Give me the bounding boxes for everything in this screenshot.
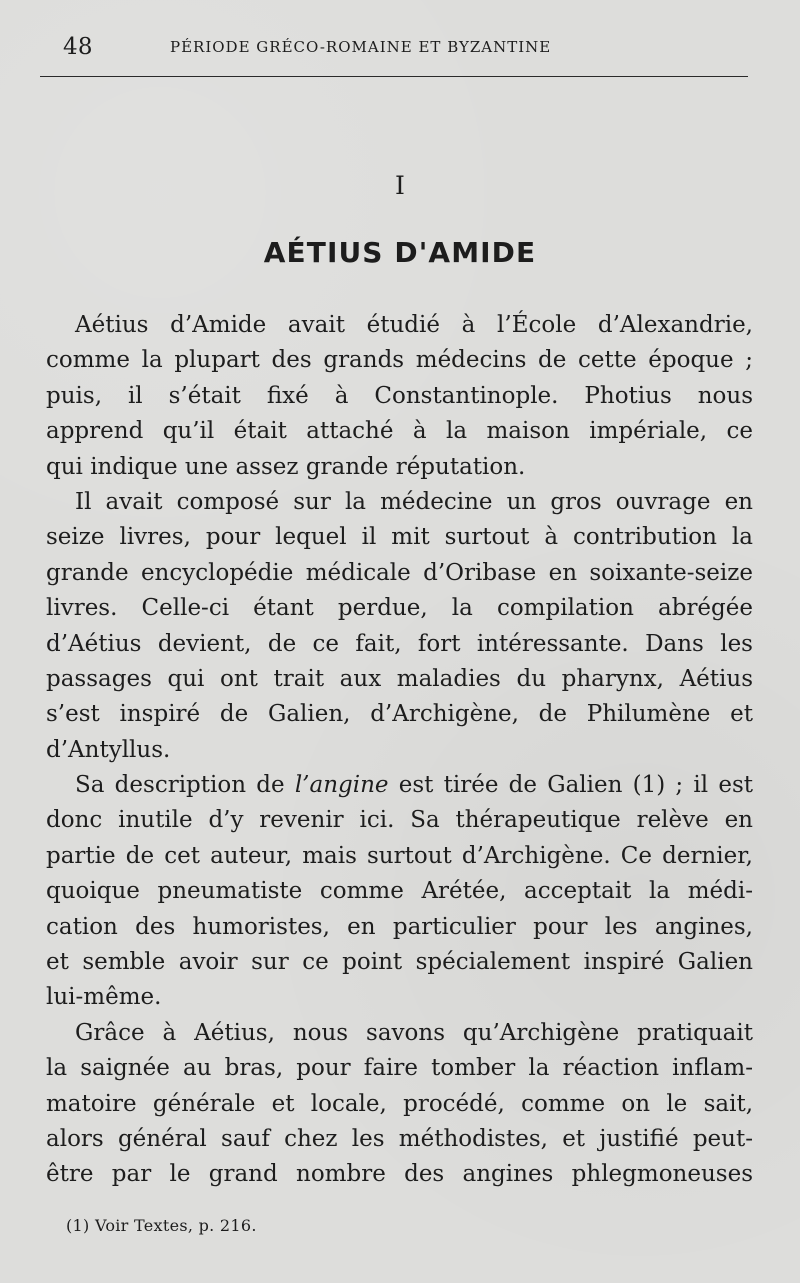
text-line: d’Antyllus. — [46, 736, 171, 763]
text-line: s’est inspiré de Galien, d’Archigène, de Philumène et — [46, 701, 753, 728]
text-line: grande encyclopédie médicale d’Oribase en soixante-seize — [46, 559, 753, 586]
text-line: passages qui ont trait aux maladies du pharynx, Aétius — [46, 665, 753, 692]
text-line: qui indique une assez grande réputation. — [46, 453, 526, 480]
text-fragment: Sa description de — [75, 772, 295, 799]
section-number: I — [395, 171, 405, 200]
text-fragment: est tirée de Galien (1) ; il est — [388, 772, 753, 799]
text-line: seize livres, pour lequel il mit surtout à contribution la — [46, 524, 753, 551]
running-head: PÉRIODE GRÉCO-ROMAINE ET BYZANTINE — [170, 38, 552, 56]
footnote: (1) Voir Textes, p. 216. — [66, 1216, 257, 1235]
text-line: donc inutile d’y revenir ici. Sa thérapeutique relève en — [46, 807, 753, 834]
text-line: Grâce à Aétius, nous savons qu’Archigène pratiquait — [75, 1019, 753, 1046]
text-line — [46, 768, 753, 803]
page-header — [0, 0, 800, 80]
header-rule — [40, 76, 748, 77]
text-line: être par le grand nombre des angines phlegmoneuses — [46, 1161, 753, 1188]
text-line: Il avait composé sur la médecine un gros ouvrage en — [75, 488, 753, 515]
text-line: lui-même. — [46, 984, 162, 1011]
text-line: d’Aétius devient, de ce fait, fort intéressante. Dans les — [46, 630, 753, 657]
text-line: quoique pneumatiste comme Arétée, acceptait la médi- — [46, 878, 753, 905]
text-line: partie de cet auteur, mais surtout d’Archigène. Ce dernier, — [46, 842, 753, 869]
text-line: cation des humoristes, en particulier pour les angines, — [46, 913, 753, 940]
chapter-title: AÉTIUS D'AMIDE — [263, 236, 537, 269]
text-line: puis, il s’était fixé à Constantinople. Photius nous — [46, 382, 753, 409]
text-line: livres. Celle-ci étant perdue, la compilation abrégée — [46, 595, 753, 622]
text-line: et semble avoir sur ce point spécialement inspiré Galien — [46, 949, 753, 976]
italic-term: l’angine — [294, 772, 389, 799]
text-line: matoire générale et locale, procédé, comme on le sait, — [46, 1090, 753, 1117]
text-line: apprend qu’il était attaché à la maison impériale, ce — [46, 418, 753, 445]
text-line: Aétius d’Amide avait étudié à l’École d’Alexandrie, — [75, 312, 753, 338]
text-line: la saignée au bras, pour faire tomber la réaction inflam- — [46, 1055, 753, 1082]
page-number: 48 — [63, 34, 93, 60]
body-text — [46, 308, 753, 1193]
text-line: alors général sauf chez les méthodistes, et justifié peut- — [46, 1125, 753, 1152]
text-line: comme la plupart des grands médecins de cette époque ; — [46, 347, 753, 374]
